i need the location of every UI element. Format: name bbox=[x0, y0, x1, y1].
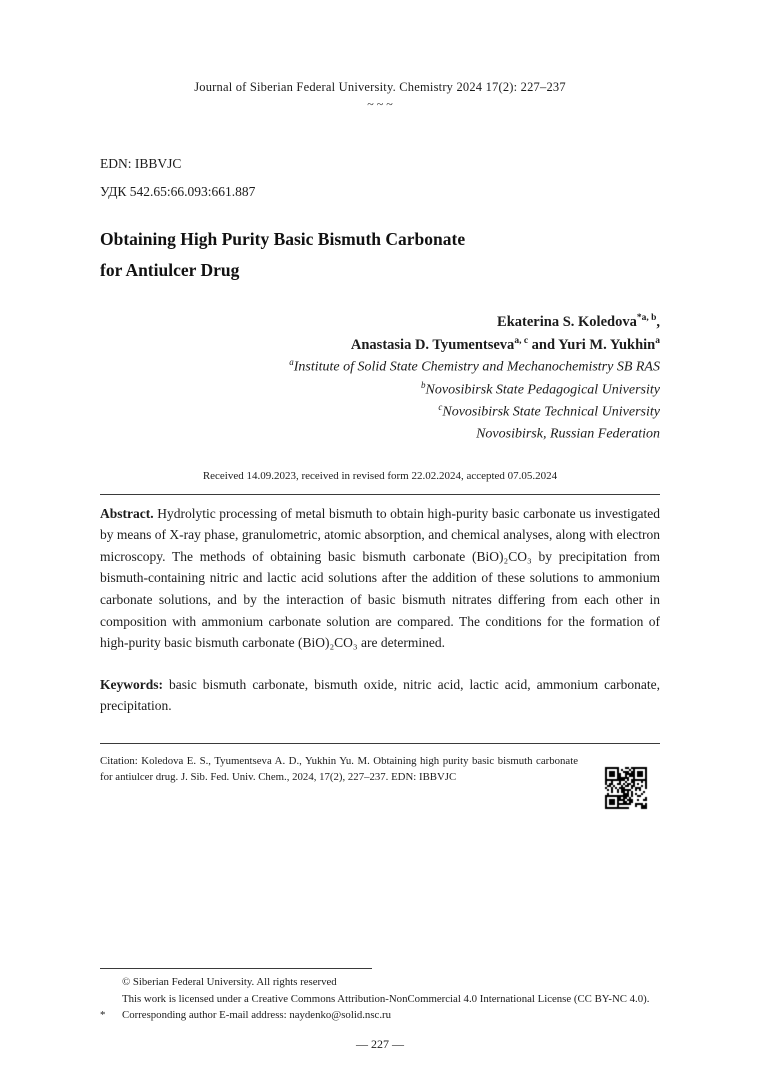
page-footer bbox=[100, 968, 660, 1052]
author-line-2 bbox=[100, 334, 660, 356]
citation-block bbox=[100, 754, 660, 822]
affil-mark: a bbox=[289, 357, 294, 368]
title-line-2: for Antiulcer Drug bbox=[100, 259, 240, 280]
meta-block bbox=[100, 156, 660, 200]
copyright-line: © Siberian Federal University. All rights reserved bbox=[122, 976, 337, 989]
abstract-label: Abstract. bbox=[100, 505, 154, 521]
affiliation-line bbox=[100, 423, 660, 445]
received-dates: Received 14.09.2023, received in revised form 22.02.2024, accepted 07.05.2024 bbox=[202, 469, 558, 482]
affiliation-line bbox=[100, 356, 660, 378]
author-name: Anastasia D. Tyumentseva bbox=[350, 336, 515, 353]
journal-header: Journal of Siberian Federal University. Chemistry 2024 17(2): 227–237 bbox=[194, 80, 566, 94]
author-affil-marks: a, c bbox=[514, 335, 529, 346]
citation-text: Citation: Koledova E. S., Tyumentseva A. D., Yukhin Yu. M. Obtaining high purity basic bismuth carbonate for antiulcer drug. J. Sib. Fed. Univ. Chem., 2024, 17(2), 227–237. EDN: IBBVJC bbox=[100, 754, 578, 783]
divider bbox=[100, 494, 660, 495]
author-affil-marks: *a, b bbox=[636, 313, 657, 324]
qr-code bbox=[592, 754, 660, 822]
keywords-label: Keywords: bbox=[100, 676, 163, 692]
footnote-divider bbox=[100, 968, 372, 969]
author-joiner: and bbox=[528, 336, 559, 353]
corresponding-author-text: Corresponding author E-mail address: naydenko@solid.nsc.ru bbox=[122, 1008, 392, 1021]
udk-code: УДК 542.65:66.093:661.887 bbox=[100, 184, 256, 199]
abstract bbox=[100, 503, 660, 654]
author-affil-marks: a bbox=[655, 335, 660, 346]
affiliation-line bbox=[100, 379, 660, 401]
edn-code: EDN: IBBVJC bbox=[100, 156, 182, 171]
title-line-1: Obtaining High Purity Basic Bismuth Carbonate bbox=[100, 229, 466, 249]
affiliation-line bbox=[100, 401, 660, 423]
footnote-asterisk: * bbox=[100, 1008, 106, 1021]
authors-block bbox=[100, 311, 660, 445]
author-name: Ekaterina S. Koledova bbox=[497, 314, 637, 331]
affil-text: Novosibirsk, Russian Federation bbox=[476, 426, 660, 442]
keywords-text: basic bismuth carbonate, bismuth oxide, nitric acid, lactic acid, ammonium carbonate, precipitation. bbox=[100, 676, 660, 714]
footer-lines bbox=[100, 974, 660, 1023]
author-name: Yuri M. Yukhin bbox=[558, 336, 656, 353]
divider bbox=[100, 743, 660, 744]
page-number: — 227 — bbox=[356, 1037, 404, 1051]
affil-text: Novosibirsk State Technical University bbox=[442, 404, 660, 420]
author-separator: , bbox=[656, 314, 660, 331]
affil-mark: b bbox=[421, 379, 426, 390]
license-line: This work is licensed under a Creative Commons Attribution-NonCommercial 4.0 International License (CC BY-NC 4.0). bbox=[122, 992, 650, 1005]
keywords bbox=[100, 674, 660, 717]
header-ornament: ~ ~ ~ bbox=[367, 97, 393, 111]
affil-text: Institute of Solid State Chemistry and Mechanochemistry SB RAS bbox=[293, 359, 660, 375]
abstract-text: Hydrolytic processing of metal bismuth to obtain high-purity basic carbonate us investigated by means of X-ray phase, granulometric, atomic absorption, and chemical analyses, along with electron microscopy. The methods of obtaining basic bismuth carbonate (BiO)₂CO₃ by precipitation from bismuth-containing nitric and lactic acid solutions after the addition of these solutions to ammonium carbonate solutions, and by the interaction of basic bismuth nitrates differing from each other in composition with ammonium carbonate solution are compared. The conditions for the formation of high-purity basic bismuth carbonate (BiO)₂CO₃ are determined. bbox=[100, 505, 660, 651]
corresponding-author-line bbox=[100, 1007, 660, 1023]
affil-mark: c bbox=[438, 401, 443, 412]
author-line-1 bbox=[100, 311, 660, 333]
affil-text: Novosibirsk State Pedagogical University bbox=[425, 382, 660, 398]
page-title bbox=[100, 224, 660, 285]
